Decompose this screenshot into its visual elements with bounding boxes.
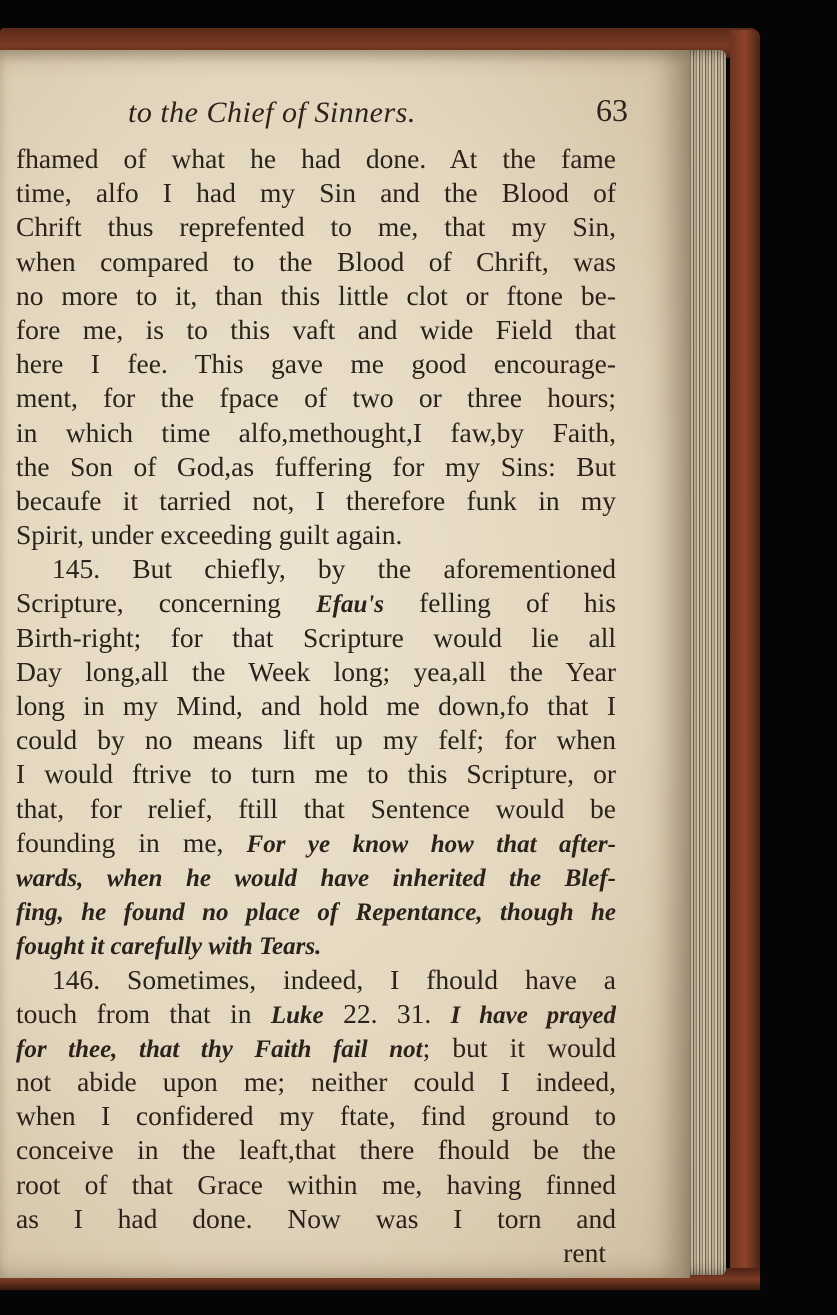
text-line [16,997,616,1031]
text-run: I would ftrive to turn me to this Scripture, or [16,758,616,790]
text-run: long in my Mind, and hold me down,fo that I [16,690,616,721]
text-run: as I had done. Now was I torn and [16,1202,616,1234]
text-run: 145. But chiefly, by the aforementioned [52,553,616,585]
text-run: the Son of God,as fuffering for my Sins: But [16,450,616,482]
text-line [16,963,616,997]
text-line [16,381,616,415]
text-run: Scripture, concerning [16,587,316,619]
text-line [16,1065,616,1099]
text-line [16,518,616,552]
text-run: fhamed of what he had done. At the fame [16,143,616,174]
text-line [16,416,616,450]
text-run: in which time alfo,methought,I faw,by Faith, [16,416,616,448]
text-run: when compared to the Blood of Chrift, was [16,245,616,277]
text-run: that, for relief, ftill that Sentence would be [16,792,616,824]
text-line [16,347,616,381]
text-line [16,552,616,586]
text-line [16,860,616,894]
text-run: 146. Sometimes, indeed, I fhould have a [52,963,616,995]
text-line [16,210,616,244]
text-line [16,279,616,313]
text-run: ment, for the fpace of two or three hours; [16,382,616,414]
text-line [16,586,616,620]
text-line [16,1031,616,1065]
text-run: rent [563,1237,606,1268]
text-run: here I fee. This gave me good encourage- [16,348,616,380]
text-run: could by no means lift up my felf; for when [16,724,616,756]
text-run: conceive in the leaft,that there fhould be the [16,1134,616,1166]
italic-run: fought it carefully with Tears. [16,933,322,961]
text-line [16,1168,616,1202]
text-run: Chrift thus reprefented to me, that my Sin, [16,211,616,243]
book-cover-spine-edge [730,30,760,1290]
text-line [16,142,616,176]
italic-run: I have prayed [450,1001,616,1029]
italic-run: Luke [270,1001,324,1029]
italic-run: Efau's [315,591,385,619]
text-line [16,689,616,723]
text-run: Spirit, under exceeding guilt again. [16,519,403,551]
body-text [16,142,616,1270]
text-run: root of that Grace within me, having finned [16,1168,616,1200]
text-line [16,894,616,928]
text-line [16,621,616,655]
text-run: Birth-right; for that Scripture would lie all [16,621,616,653]
page-header [128,92,628,136]
text-run: time, alfo I had my Sin and the Blood of [16,177,616,209]
text-run: no more to it, than this little clot or ftone be- [16,279,616,311]
catchword [16,1236,616,1270]
text-line [16,450,616,484]
text-run: when I confidered my ftate, find ground to [16,1100,616,1132]
text-line [16,245,616,279]
text-line [16,1133,616,1167]
text-line [16,757,616,791]
text-run: founding in me, [16,826,247,858]
text-line [16,176,616,210]
text-line [16,792,616,826]
text-run: becaufe it tarried not, I therefore funk in my [16,484,616,516]
text-run: Day long,all the Week long; yea,all the Year [16,655,616,687]
book-page [0,50,690,1278]
text-line [16,826,616,860]
running-title: to the Chief of Sinners. [128,96,416,129]
text-run: ; but it would [422,1031,616,1063]
text-line [16,928,616,962]
text-run: 22. 31. [323,997,451,1029]
text-line [16,1202,616,1236]
text-run: felling of his [384,587,616,619]
text-line [16,484,616,518]
text-line [16,723,616,757]
text-run: fore me, is to this vaft and wide Field that [16,313,616,345]
text-line [16,655,616,689]
italic-run: For ye know how that after- [246,830,616,858]
text-line [16,313,616,347]
italic-run: wards, when he would have inherited the Blef- [16,864,616,892]
text-run: touch from that in [16,997,271,1029]
italic-run: fing, he found no place of Repentance, though he [16,899,616,927]
italic-run: for thee, that thy Faith fail not [16,1035,423,1063]
page-number: 63 [596,92,628,128]
text-run: not abide upon me; neither could I indeed, [16,1066,616,1098]
text-line [16,1099,616,1133]
